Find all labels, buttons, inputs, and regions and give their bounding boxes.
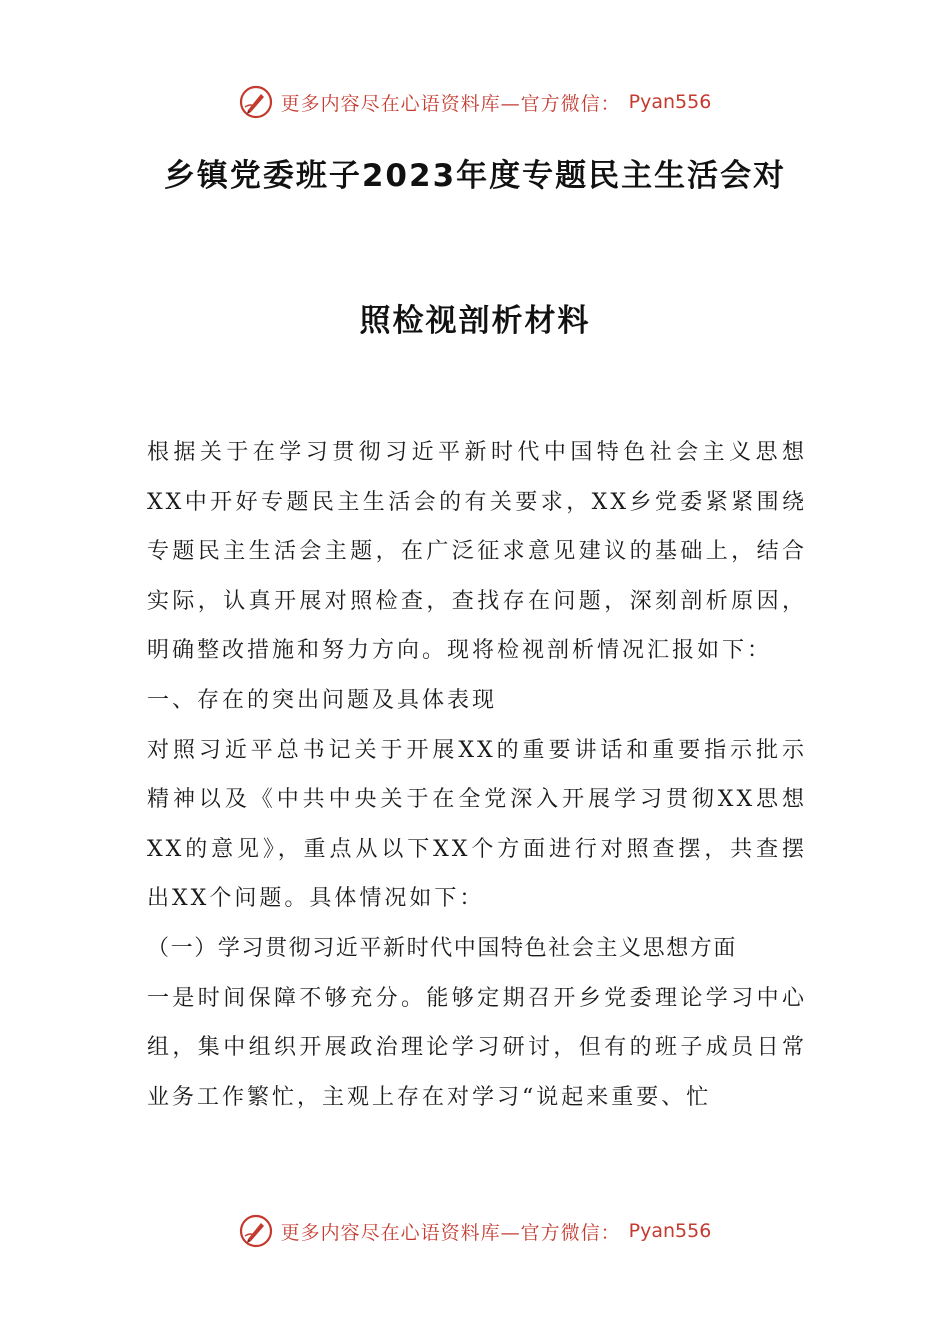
paragraph-intro: 根据关于在学习贯彻习近平新时代中国特色社会主义思想XX中开好专题民主生活会的有关要求，XX乡党委紧紧围绕专题民主生活会主题，在广泛征求意见建议的基础上，结合实际，认真开展对照检查，查找存在问题，深刻剖析原因，明确整改措施和努力方向。现将检视剖析情况汇报如下： xyxy=(147,440,807,664)
paragraph-issue-1: 一是时间保障不够充分。能够定期召开乡党委理论学习中心组，集中组织开展政治理论学习研讨，但有的班子成员日常业务工作繁忙，主观上存在对学习“说起来重要、忙 xyxy=(147,985,807,1110)
watermark-banner-bottom xyxy=(0,1211,950,1251)
watermark-text: 更多内容尽在心语资料库—官方微信： xyxy=(280,92,621,115)
watermark-contact: Pyan556 xyxy=(628,1220,712,1242)
section-heading-1: 一、存在的突出问题及具体表现 xyxy=(147,687,498,713)
pen-logo-icon xyxy=(239,85,273,119)
document-title-line-1: 乡镇党委班子2023年度专题民主生活会对 xyxy=(163,158,787,194)
document-title-line-2: 照检视剖析材料 xyxy=(359,303,591,339)
subsection-heading-1: （一）学习贯彻习近平新时代中国特色社会主义思想方面 xyxy=(147,935,738,961)
watermark-banner-top xyxy=(0,82,950,122)
paragraph-overview: 对照习近平总书记关于开展XX的重要讲话和重要指示批示精神以及《中共中央关于在全党深入开展学习贯彻XX思想XX的意见》，重点从以下XX个方面进行对照查摆，共查摆出XX个问题。具体情况如下： xyxy=(147,737,807,912)
document-body xyxy=(147,428,807,1122)
watermark-text: 更多内容尽在心语资料库—官方微信： xyxy=(280,1221,621,1244)
watermark-contact: Pyan556 xyxy=(628,91,712,113)
pen-logo-icon xyxy=(239,1214,273,1248)
